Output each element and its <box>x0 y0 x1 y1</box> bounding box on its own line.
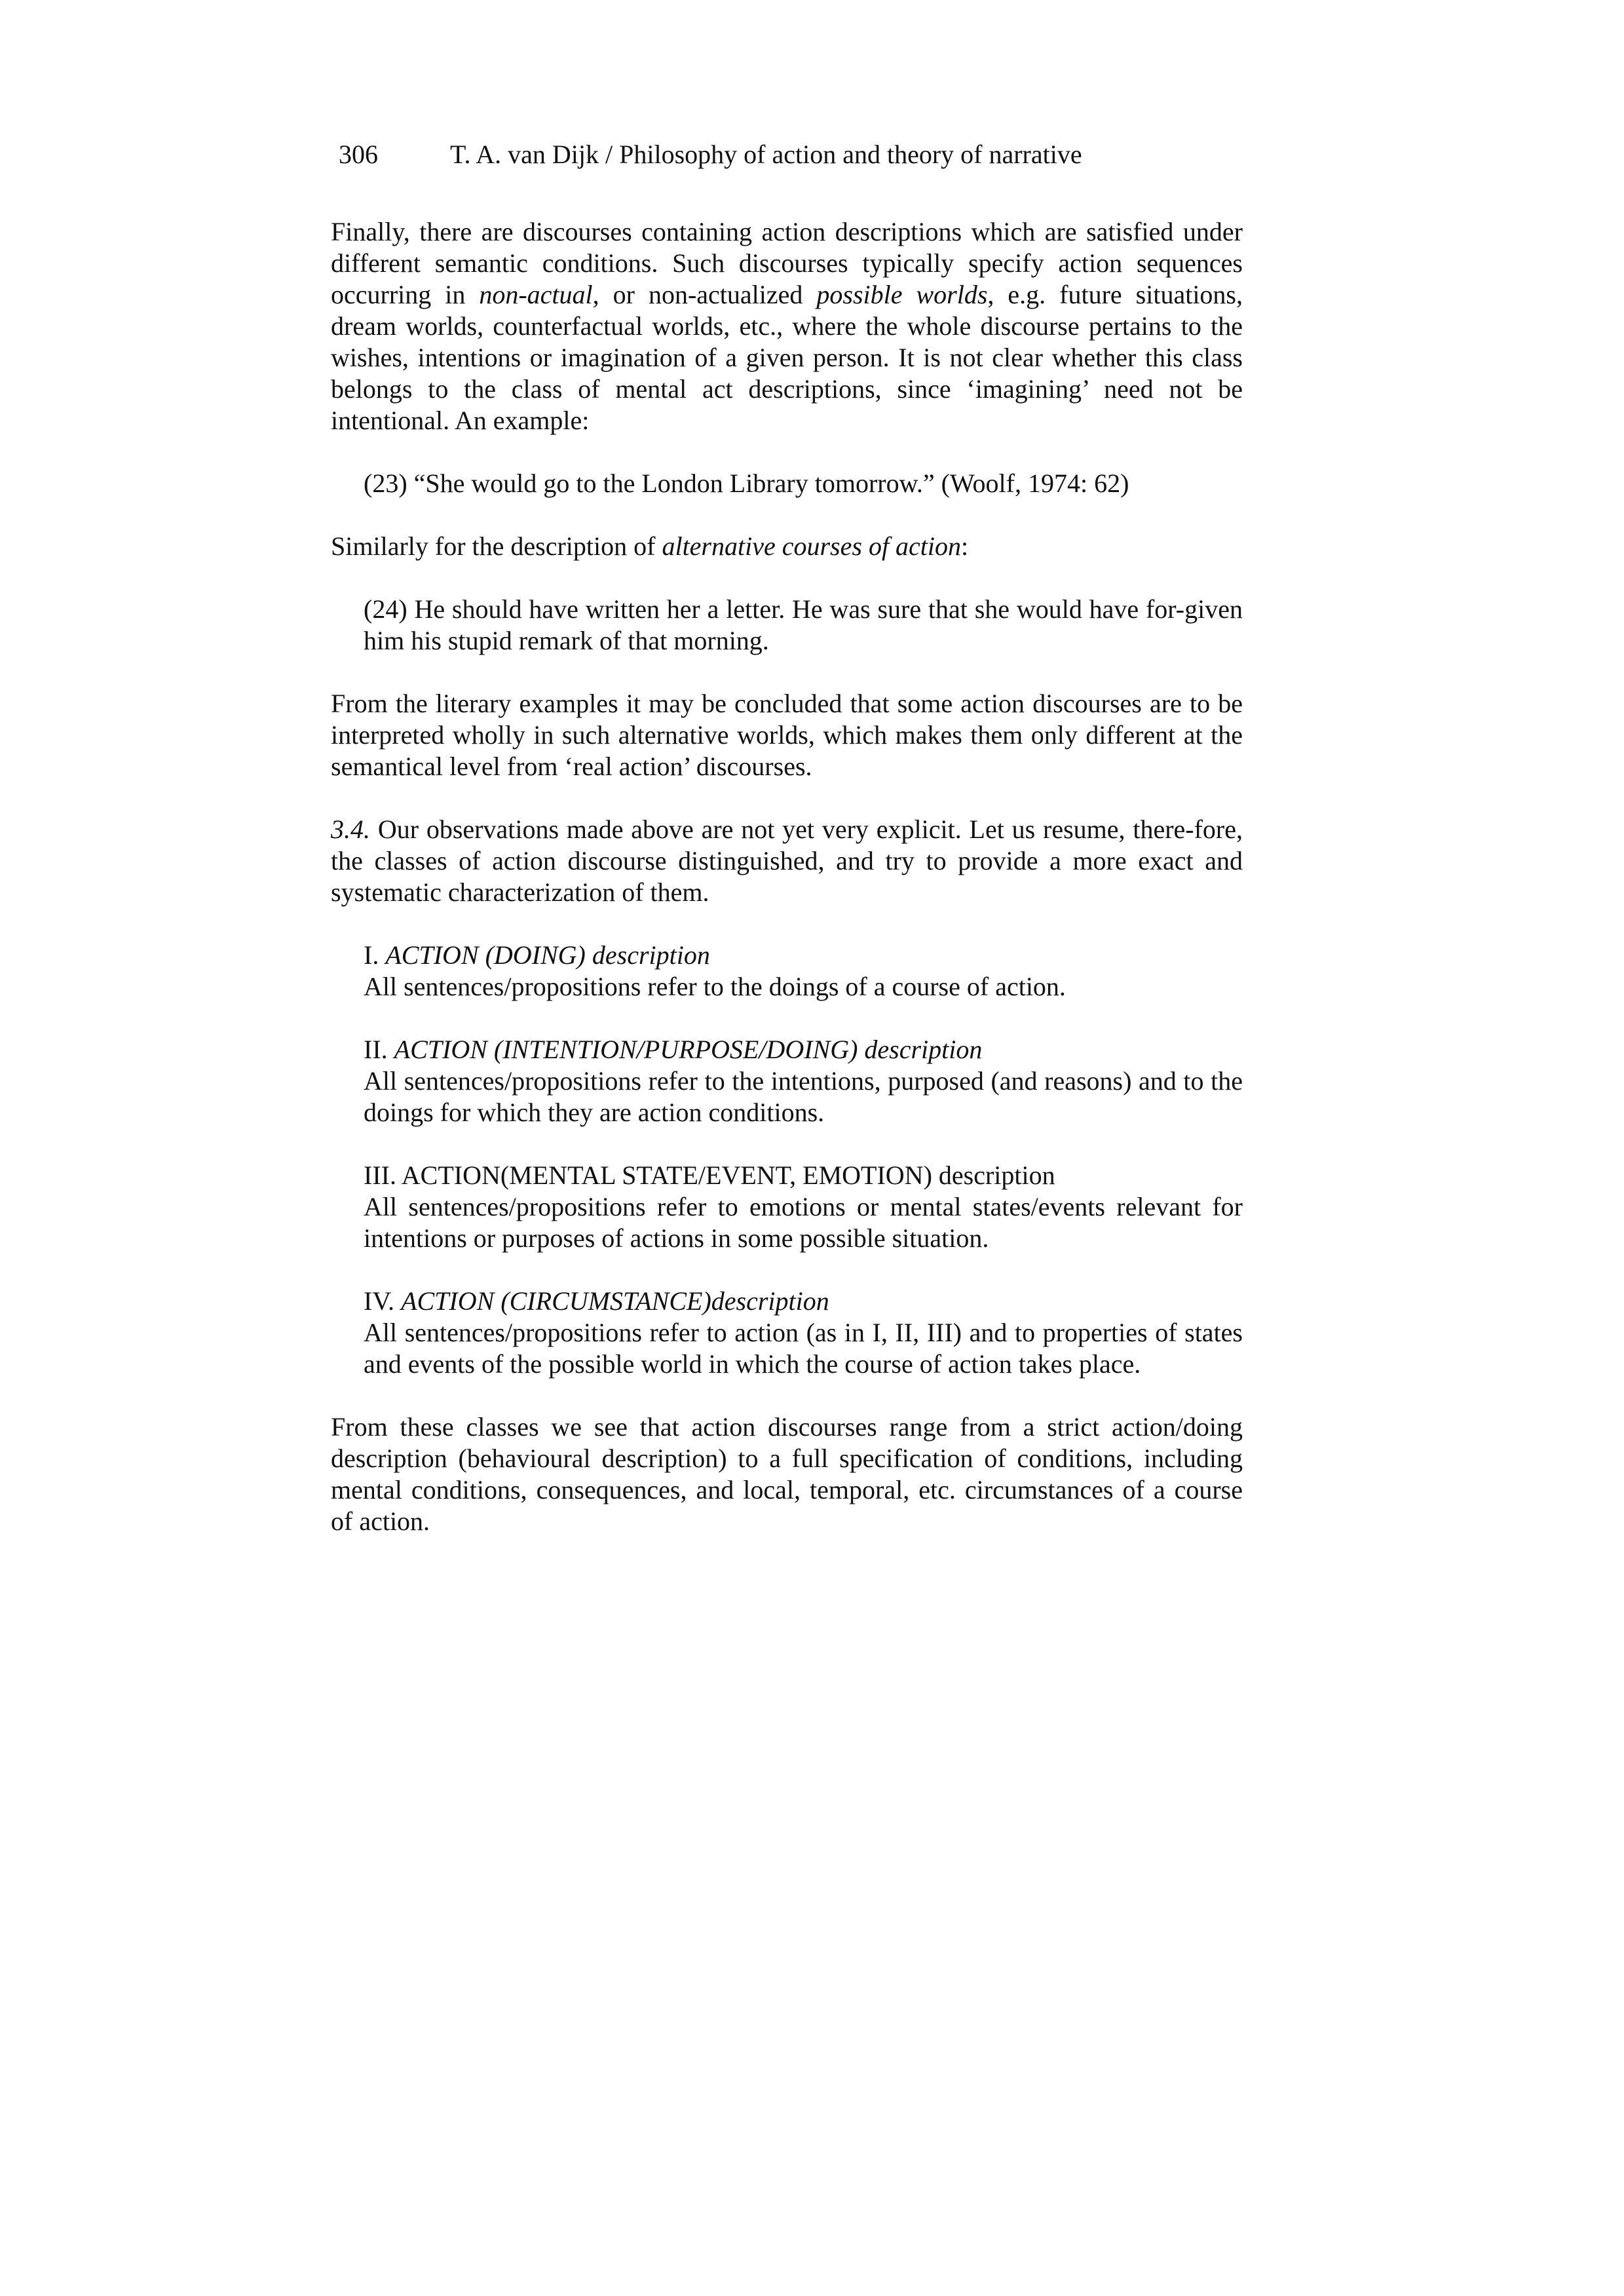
class-item <box>331 1034 1243 1128</box>
class-numeral: IV. <box>364 1286 402 1316</box>
class-label: ACTION (DOING) description <box>385 940 710 970</box>
emphasis-alternative-courses: alternative courses of action <box>662 531 962 561</box>
class-title <box>364 1286 1243 1317</box>
page-number: 306 <box>339 140 378 169</box>
class-numeral: I. <box>364 940 386 970</box>
class-numeral: III. <box>364 1160 402 1190</box>
body-text <box>331 216 1243 1537</box>
class-item <box>331 1286 1243 1380</box>
text-run: , or non-actualized <box>592 280 817 309</box>
paragraph-conclusion: From these classes we see that action discourses range from a strict action/doing description (behavioural description) to a full specification of conditions, including mental conditions, consequences, and local, temporal, etc. circumstances of a course of action. <box>331 1412 1243 1536</box>
class-label: ACTION (INTENTION/PURPOSE/DOING) description <box>394 1035 983 1064</box>
text-run: , e.g. future situations, dream worlds, counterfactual worlds, etc., where the whole discourse pertains to the wishes, intentions or imagination of a given person. It is not clear whether this class belongs to the class of mental act descriptions, since ‘imagining’ need not be intentional. An example: <box>331 280 1243 435</box>
running-title: T. A. van Dijk / Philosophy of action and theory of narrative <box>450 140 1082 169</box>
text-run: Our observations made above are not yet very explicit. Let us resume, there-fore, the classes of action discourse distinguished, and try to provide a more exact and systematic characterization of them. <box>331 814 1243 907</box>
text-run: Similarly for the description of <box>331 531 662 561</box>
emphasis-non-actual: non-actual <box>479 280 593 309</box>
text-run: Finally, there are discourses containing action descriptions which are satisfied under different semantic conditions. Such discourses typically specify action sequences occurring in <box>331 217 1243 309</box>
paragraph-section-3-4 <box>331 814 1243 908</box>
class-description: All sentences/propositions refer to the intentions, purposed (and reasons) and to the doings for which they are action conditions. <box>364 1066 1243 1127</box>
class-item <box>331 1160 1243 1254</box>
paragraph-alternative-courses <box>331 531 1243 562</box>
paragraph-possible-worlds <box>331 216 1243 436</box>
class-title <box>364 940 1243 971</box>
class-item <box>331 940 1243 1003</box>
class-title <box>364 1160 1243 1191</box>
class-description: All sentences/propositions refer to the doings of a course of action. <box>364 972 1066 1001</box>
example-23: (23) “She would go to the London Library tomorrow.” (Woolf, 1974: 62) <box>364 469 1129 498</box>
text-run: : <box>961 531 969 561</box>
class-label: ACTION(MENTAL STATE/EVENT, EMOTION) description <box>401 1160 1055 1190</box>
section-number: 3.4. <box>331 814 370 844</box>
class-description: All sentences/propositions refer to action (as in I, II, III) and to properties of states and events of the possible world in which the course of action takes place. <box>364 1318 1243 1379</box>
emphasis-possible-worlds: possible worlds <box>816 280 988 309</box>
paragraph-literary-examples: From the literary examples it may be concluded that some action discourses are to be interpreted wholly in such alternative worlds, which makes them only different at the semantical level from ‘real action’ discourses. <box>331 689 1243 781</box>
example-24: (24) He should have written her a letter. He was sure that she would have for-given him his stupid remark of that morning. <box>364 594 1243 655</box>
class-title <box>364 1034 1243 1065</box>
class-description: All sentences/propositions refer to emotions or mental states/events relevant for intentions or purposes of actions in some possible situation. <box>364 1192 1243 1253</box>
class-numeral: II. <box>364 1035 394 1064</box>
classes-list <box>331 940 1243 1380</box>
class-label: ACTION (CIRCUMSTANCE)description <box>401 1286 829 1316</box>
running-header <box>339 139 1082 170</box>
